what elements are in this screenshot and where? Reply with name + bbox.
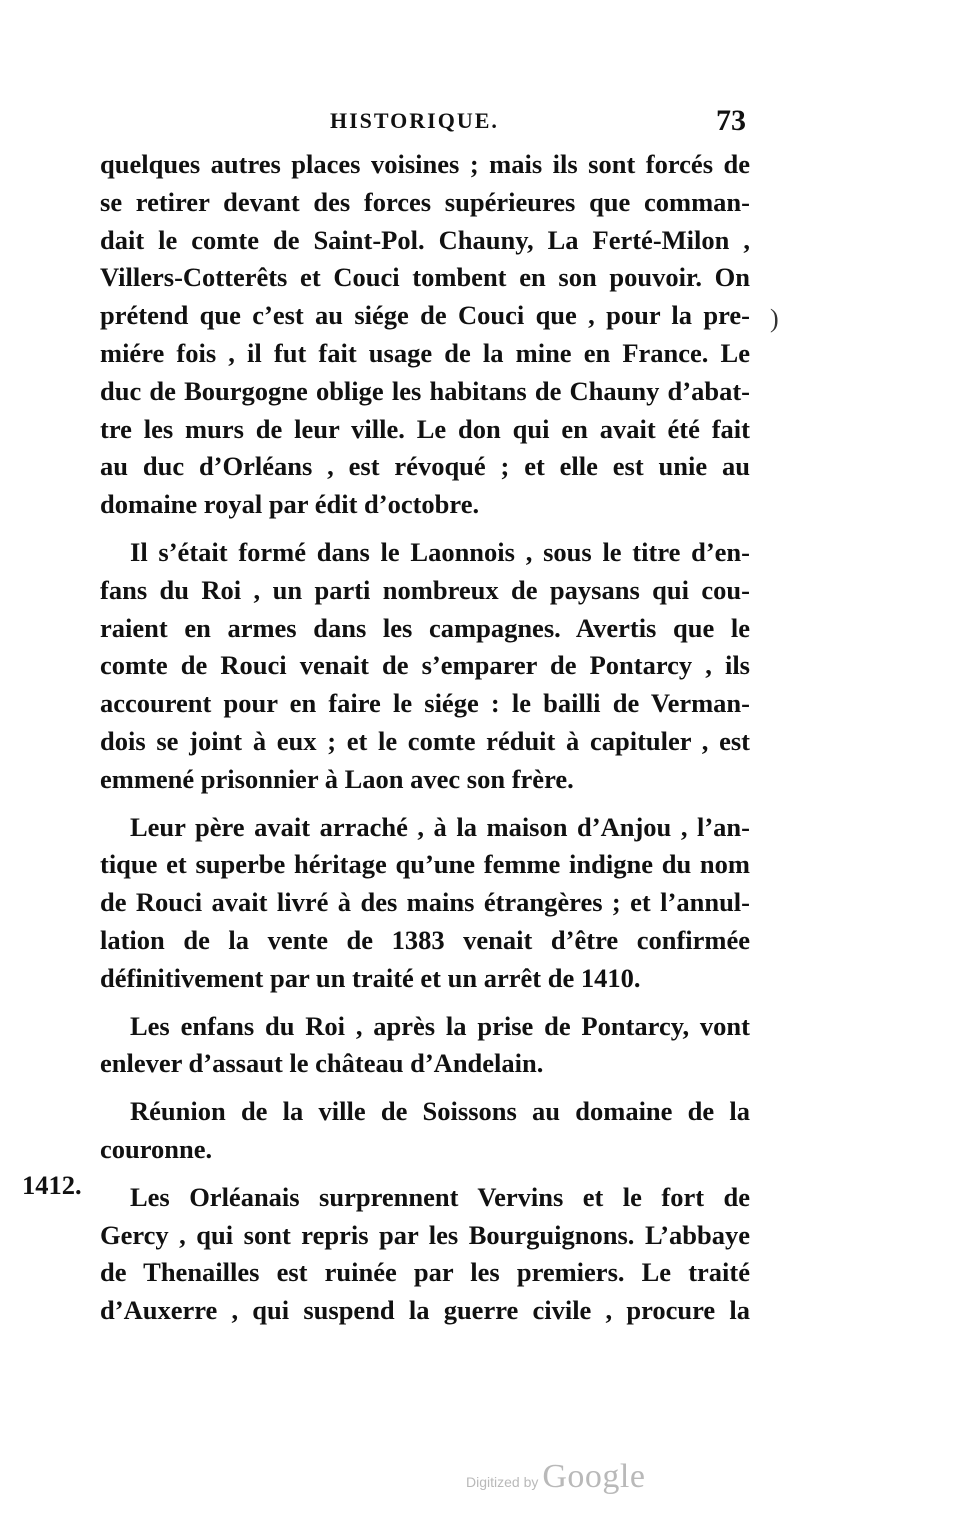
body-text — [100, 146, 750, 1330]
paragraph-5 — [100, 1093, 750, 1169]
paragraph-1 — [100, 146, 750, 524]
paragraph-3 — [100, 809, 750, 998]
text-line: Gercy , qui sont repris par les Bourguignons. L’abbaye — [100, 1219, 750, 1250]
digitized-watermark — [466, 1458, 645, 1496]
text-line: tique et superbe héritage qu’une femme indigne du nom — [100, 849, 750, 880]
text-line: se retirer devant des forces supérieures que comman- — [100, 186, 750, 217]
text-line: définitivement par un traité et un arrêt de 1410. — [100, 962, 641, 993]
text-line: prétend que c’est au siége de Couci que , pour la pre- — [100, 300, 750, 331]
text-line: dois se joint à eux ; et le comte réduit à capituler , est — [100, 725, 750, 756]
text-line: Il s’était formé dans le Laonnois , sous le titre d’en- — [130, 536, 750, 567]
text-line: emmené prisonnier à Laon avec son frère. — [100, 763, 574, 794]
text-line: Les Orléanais surprennent Vervins et le fort de — [130, 1181, 750, 1212]
running-head — [0, 104, 958, 138]
running-title: HISTORIQUE. — [330, 108, 499, 133]
text-line: Leur père avait arraché , à la maison d’Anjou , l’an- — [130, 811, 750, 842]
text-line: couronne. — [100, 1133, 213, 1164]
text-line: Réunion de la ville de Soissons au domaine de la — [130, 1096, 750, 1127]
paragraph-4 — [100, 1008, 750, 1084]
text-line: au duc d’Orléans , est révoqué ; et elle est unie au — [100, 451, 750, 482]
text-line: fans du Roi , un parti nombreux de paysans qui cou- — [100, 574, 750, 605]
paragraph-2 — [100, 534, 750, 799]
text-line: miére fois , il fut fait usage de la mine en France. Le — [100, 337, 750, 368]
text-line: d’Auxerre , qui suspend la guerre civile , procure la — [100, 1295, 750, 1326]
text-line: tre les murs de leur ville. Le don qui en avait été fait — [100, 413, 750, 444]
text-line: Les enfans du Roi , après la prise de Pontarcy, vont — [130, 1010, 750, 1041]
google-logo: Google — [542, 1458, 646, 1495]
text-line: dait le comte de Saint-Pol. Chauny, La Ferté-Milon , — [100, 224, 750, 255]
text-line: comte de Rouci venait de s’emparer de Pontarcy , ils — [100, 650, 750, 681]
text-line: enlever d’assaut le château d’Andelain. — [100, 1048, 544, 1079]
margin-bracket-mark: ) — [770, 304, 779, 333]
page-number: 73 — [716, 104, 746, 137]
text-line: lation de la vente de 1383 venait d’être confirmée — [100, 924, 750, 955]
watermark-prefix: Digitized by — [466, 1474, 539, 1490]
text-line: domaine royal par édit d’octobre. — [100, 489, 480, 520]
text-line: accourent pour en faire le siége : le bailli de Verman- — [100, 688, 750, 719]
paragraph-6 — [100, 1179, 750, 1330]
margin-year-note: 1412. — [22, 1170, 82, 1200]
text-line: duc de Bourgogne oblige les habitans de Chauny d’abat- — [100, 375, 750, 406]
text-line: quelques autres places voisines ; mais ils sont forcés de — [100, 149, 750, 179]
text-line: Villers-Cotterêts et Couci tombent en son pouvoir. On — [100, 262, 750, 293]
text-line: raient en armes dans les campagnes. Avertis que le — [100, 612, 750, 643]
text-line: de Thenailles est ruinée par les premiers. Le traité — [100, 1257, 750, 1288]
text-line: de Rouci avait livré à des mains étrangères ; et l’annul- — [100, 887, 750, 918]
